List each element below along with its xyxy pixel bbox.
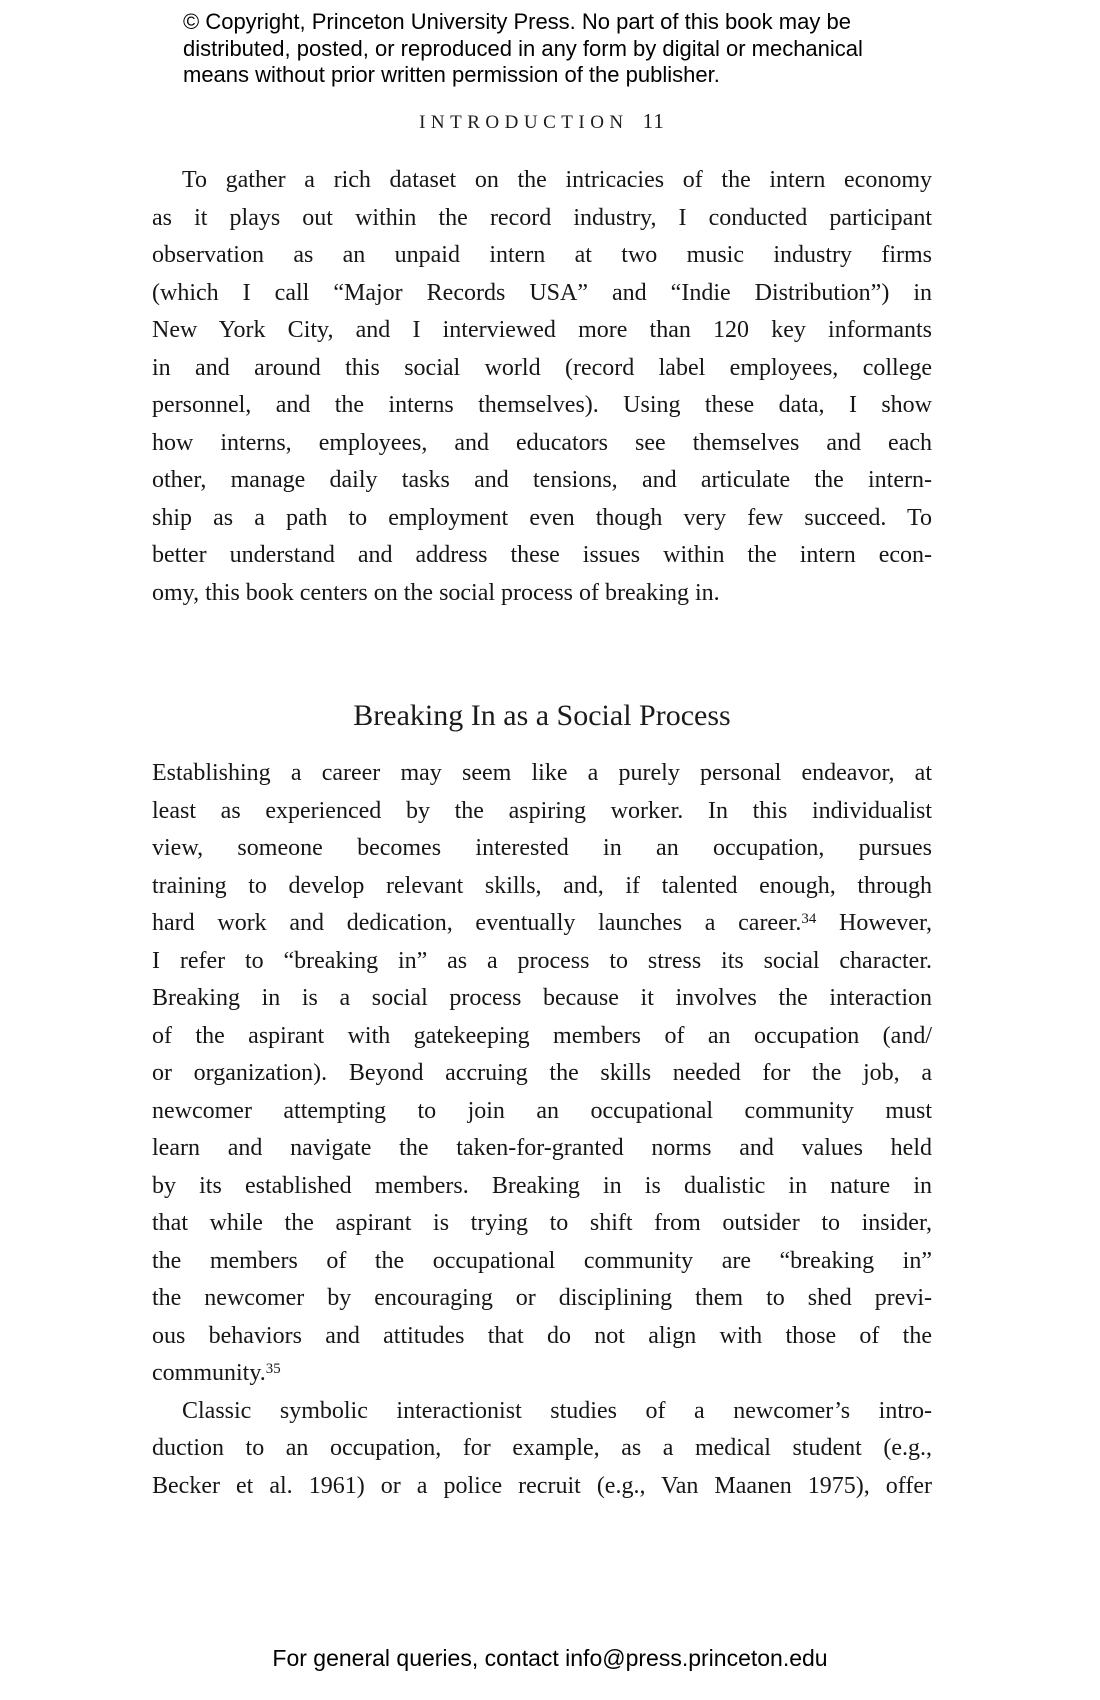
text-line: by its established members. Breaking in is dualistic in nature in — [152, 1172, 932, 1199]
text-line: (which I call “Major Records USA” and “Indie Distribution”) in — [152, 279, 932, 306]
text-line: Establishing a career may seem like a purely personal endeavor, at — [152, 760, 932, 786]
text-line: the newcomer by encouraging or disciplining them to shed previ- — [152, 1285, 932, 1311]
section-heading: Breaking In as a Social Process — [353, 699, 731, 732]
text-line: To gather a rich dataset on the intricacies of the intern economy — [182, 167, 932, 193]
text-line: better understand and address these issues within the intern econ- — [152, 542, 932, 568]
text-line: that while the aspirant is trying to shift from outsider to insider, — [152, 1210, 932, 1236]
copyright-line: distributed, posted, or reproduced in any form by digital or mechanical — [183, 35, 863, 61]
text-line: observation as an unpaid intern at two music industry firms — [152, 242, 932, 268]
text-line: the members of the occupational community are “breaking in” — [152, 1247, 932, 1274]
footnote-reference: 35 — [265, 1361, 281, 1378]
text-line: as it plays out within the record industry, I conducted participant — [152, 204, 932, 231]
copyright-line: © Copyright, Princeton University Press. No part of this book may be — [183, 9, 851, 34]
text-line: learn and navigate the taken-for-granted norms and values held — [152, 1135, 932, 1161]
footnote-reference: 34 — [801, 911, 817, 928]
text-line: Becker et al. 1961) or a police recruit (e.g., Van Maanen 1975), offer — [152, 1472, 932, 1499]
text-line: community.$^{35}$ — [152, 1360, 281, 1386]
footer-text: For general queries, contact info@press.princeton.edu — [272, 1645, 828, 1671]
text-line: least as experienced by the aspiring worker. In this individualist — [152, 797, 932, 824]
copyright-notice — [183, 9, 863, 89]
text-line: other, manage daily tasks and tensions, and articulate the intern- — [152, 467, 932, 493]
text-line: New York City, and I interviewed more than 120 key informants — [152, 317, 932, 343]
text-line: duction to an occupation, for example, as a medical student (e.g., — [152, 1435, 932, 1461]
text-line: or organization). Beyond accruing the skills needed for the job, a — [152, 1060, 932, 1086]
text-line: newcomer attempting to join an occupational community must — [152, 1097, 932, 1124]
running-head-title: INTRODUCTION — [419, 112, 629, 133]
text-line: Classic symbolic interactionist studies of a newcomer’s intro- — [182, 1397, 932, 1424]
running-head — [152, 109, 932, 134]
body-text — [152, 162, 932, 1505]
text-line: in and around this social world (record label employees, college — [152, 354, 932, 381]
paragraph — [152, 1393, 932, 1506]
text-line: Breaking in is a social process because it involves the interaction — [152, 985, 932, 1011]
text-line: ous behaviors and attitudes that do not align with those of the — [152, 1322, 932, 1349]
text-line: hard work and dedication, eventually launches a career.$^{34}$ However, — [152, 910, 932, 936]
text-line: personnel, and the interns themselves). Using these data, I show — [152, 392, 932, 418]
text-line: I refer to “breaking in” as a process to stress its social character. — [152, 947, 932, 974]
page-footer — [0, 1645, 1100, 1672]
text-line: ship as a path to employment even though very few succeed. To — [152, 504, 932, 531]
text-line: omy, this book centers on the social process of breaking in. — [152, 579, 720, 606]
text-line: how interns, employees, and educators see themselves and each — [152, 429, 932, 456]
paragraph — [152, 755, 932, 1393]
text-line: of the aspirant with gatekeeping members of an occupation (and/ — [152, 1022, 932, 1049]
text-line: training to develop relevant skills, and, if talented enough, through — [152, 872, 932, 899]
copyright-line: means without prior written permission of the publisher. — [183, 62, 720, 87]
paragraph — [152, 162, 932, 612]
page-number: 11 — [642, 109, 665, 133]
text-line: view, someone becomes interested in an occupation, pursues — [152, 835, 932, 861]
